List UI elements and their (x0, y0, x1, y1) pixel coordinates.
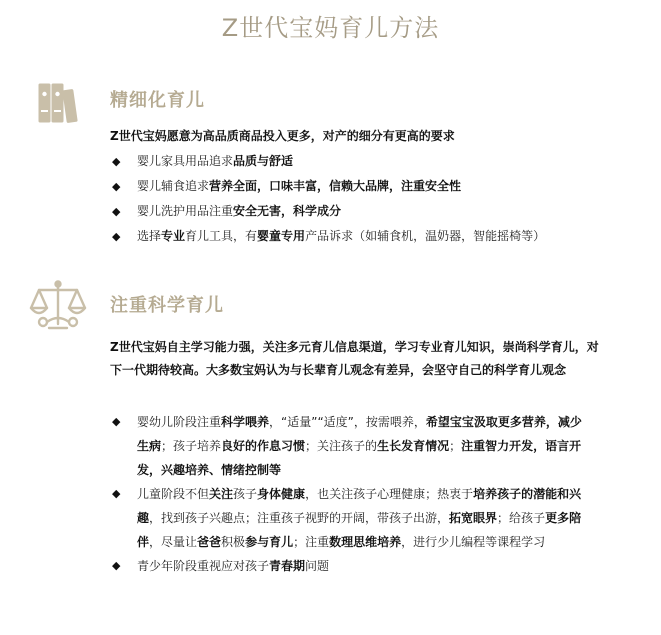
bullet-text: ；孩子培养 (161, 439, 222, 453)
bullet-text: ；关注孩子的 (305, 439, 378, 453)
bullet-emphasis: 营养全面，口味丰富，信赖大品牌，注重安全性 (209, 179, 462, 193)
bullet-list (110, 410, 590, 578)
bullet-text: 育儿工具，有 (185, 229, 258, 243)
bullet-list (110, 149, 630, 249)
bullet-item (110, 199, 630, 224)
bullet-item (110, 482, 590, 554)
diamond-bullet-icon: ◆ (112, 230, 121, 243)
bullet-emphasis: 品质与舒适 (233, 154, 294, 168)
bullet-text: 青少年阶段重视应对孩子 (137, 559, 270, 573)
bullet-item (110, 554, 590, 578)
diamond-bullet-icon: ◆ (112, 487, 121, 500)
bullet-text: 问题 (305, 559, 330, 573)
diamond-bullet-icon: ◆ (112, 559, 121, 572)
bullet-text: 婴儿辅食追求 (137, 179, 210, 193)
bullet-emphasis: 科学喂养 (221, 415, 270, 429)
bullet-emphasis: 培养孩子的潜能和兴趣 (137, 487, 582, 525)
bullet-text: 积极 (221, 535, 246, 549)
bullet-text: ； (449, 439, 462, 453)
bullet-emphasis: 爸爸 (197, 535, 222, 549)
bullet-emphasis: 生长发育情况 (377, 439, 450, 453)
bullet-text: ；注重 (293, 535, 330, 549)
bullet-emphasis: 注重智力开发，语言开发，兴趣培养、情绪控制等 (137, 439, 582, 477)
section-title: 注重科学育儿 (110, 295, 224, 316)
binders-icon (37, 80, 85, 126)
bullet-emphasis: 数理思维培养 (329, 535, 402, 549)
bullet-emphasis: 关注 (209, 487, 234, 501)
bullet-emphasis: 参与育儿 (245, 535, 294, 549)
bullet-text: 选择 (137, 229, 162, 243)
bullet-emphasis: 拓宽眼界 (449, 511, 498, 525)
bullet-text: ，进行少儿编程等课程学习 (401, 535, 546, 549)
diamond-bullet-icon: ◆ (112, 180, 121, 193)
bullet-text: 孩子 (233, 487, 258, 501)
section-intro: Z世代宝妈自主学习能力强，关注多元育儿信息渠道，学习专业育儿知识，崇尚科学育儿，对下一代期待较高。大多数宝妈认为与长辈育儿观念有差异，会坚守自己的科学育儿观念 (110, 340, 599, 377)
diamond-bullet-icon: ◆ (112, 205, 121, 218)
bullet-emphasis: 良好的作息习惯 (221, 439, 306, 453)
bullet-emphasis: 青春期 (269, 559, 306, 573)
bullet-item (110, 224, 630, 249)
bullet-text: ，找到孩子兴趣点；注重孩子视野的开阔，带孩子出游， (149, 511, 450, 525)
bullet-text: 儿童阶段不但 (137, 487, 210, 501)
bullet-text: 婴儿洗护用品注重 (137, 204, 234, 218)
bullet-emphasis: 婴童专用 (257, 229, 306, 243)
bullet-item (110, 149, 630, 174)
bullet-emphasis: 专业 (161, 229, 186, 243)
bullet-emphasis: 安全无害，科学成分 (233, 204, 342, 218)
bullet-item (110, 410, 590, 482)
bullet-text: 婴幼儿阶段注重 (137, 415, 222, 429)
section-intro: Z世代宝妈愿意为高品质商品投入更多，对产的细分有更高的要求 (110, 129, 455, 143)
bullet-emphasis: 希望宝宝汲取更多营养，减少生病 (137, 415, 582, 453)
bullet-text: 婴儿家具用品追求 (137, 154, 234, 168)
bullet-emphasis: 更多陪伴 (137, 511, 582, 549)
bullet-emphasis: 身体健康 (257, 487, 306, 501)
scale-icon (27, 278, 89, 332)
bullet-text: ，尽量让 (149, 535, 198, 549)
diamond-bullet-icon: ◆ (112, 155, 121, 168)
diamond-bullet-icon: ◆ (112, 415, 121, 428)
bullet-text: 产品诉求（如辅食机，温奶器，智能摇椅等） (305, 229, 546, 243)
bullet-text: ；给孩子 (497, 511, 546, 525)
bullet-item (110, 174, 630, 199)
bullet-text: ，“适量”“适度”，按需喂养， (269, 415, 426, 429)
section-title: 精细化育儿 (110, 90, 205, 111)
bullet-text: ，也关注孩子心理健康；热衷于 (305, 487, 474, 501)
page-title: Z世代宝妈育儿方法 (221, 14, 440, 42)
